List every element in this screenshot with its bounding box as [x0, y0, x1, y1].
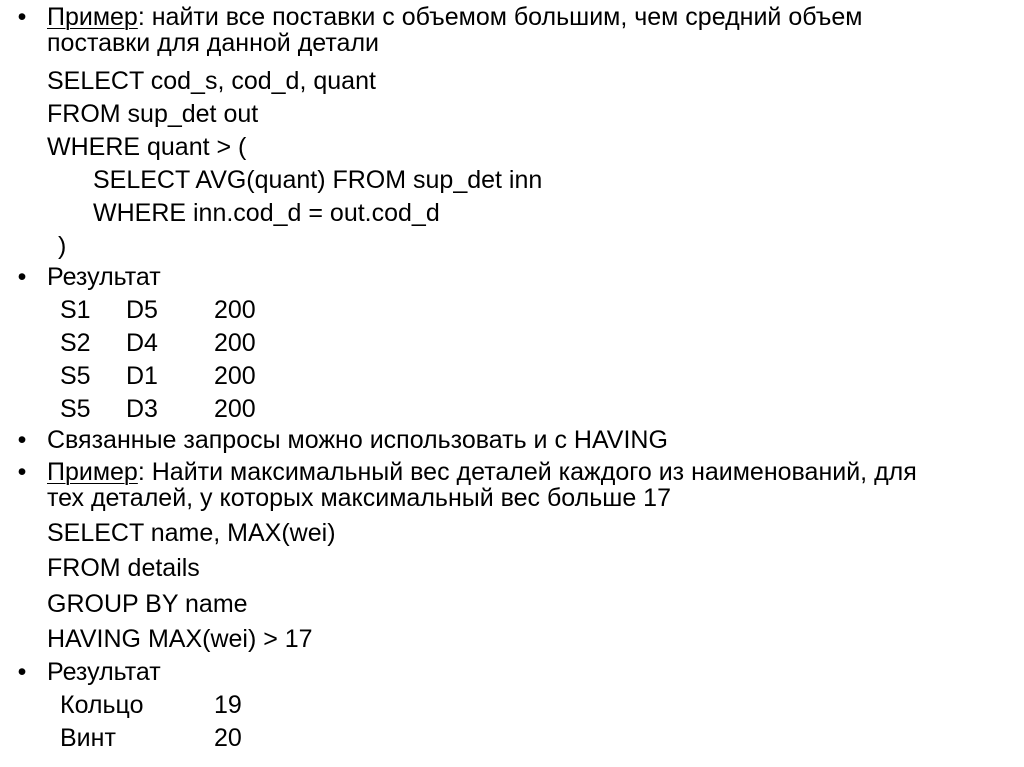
example2-text: : Найти максимальный вес деталей каждого из наименований, для [137, 458, 917, 486]
query2-line: FROM details [47, 554, 200, 582]
result2-row [60, 723, 280, 753]
example2-line2: тех деталей, у которых максимальный вес больше 17 [47, 484, 671, 512]
result1-cell: 200 [214, 296, 256, 324]
result1-cell: S1 [60, 296, 91, 324]
example1-text: : найти все поставки с объемом большим, чем средний объем [137, 3, 863, 31]
result2-cell: Кольцо [60, 691, 144, 719]
result1-cell: S5 [60, 362, 91, 390]
query1-line: FROM sup_det out [47, 100, 259, 128]
bullet-dot: • [17, 458, 27, 486]
result2-cell: 20 [214, 724, 242, 752]
result2-heading: Результат [47, 658, 161, 686]
example1-line2: поставки для данной детали [47, 29, 380, 57]
result1-cell: D3 [126, 395, 158, 423]
result1-row [60, 328, 280, 358]
query2-line: HAVING MAX(wei) > 17 [47, 625, 313, 653]
note-text: Связанные запросы можно использовать и с HAVING [47, 426, 668, 454]
result1-cell: S2 [60, 329, 91, 357]
query1-line: ) [58, 232, 67, 260]
result2-cell: 19 [214, 691, 242, 719]
query2-line: GROUP BY name [47, 590, 248, 618]
result1-row [60, 361, 280, 391]
bullet-dot: • [17, 3, 27, 31]
query1-line: SELECT AVG(quant) FROM sup_det inn [93, 166, 543, 194]
result1-cell: S5 [60, 395, 91, 423]
example1-label: Пример [47, 3, 138, 31]
result1-heading: Результат [47, 263, 161, 291]
result2-row [60, 690, 280, 720]
bullet-dot: • [17, 658, 27, 686]
query1-line: WHERE quant > ( [47, 133, 247, 161]
result2-cell: Винт [60, 724, 116, 752]
result1-row [60, 295, 280, 325]
result1-row [60, 394, 280, 424]
result1-cell: D4 [126, 329, 158, 357]
bullet-dot: • [17, 426, 27, 454]
query1-line: WHERE inn.cod_d = out.cod_d [93, 199, 440, 227]
query1-line: SELECT cod_s, cod_d, quant [47, 67, 376, 95]
result1-cell: D1 [126, 362, 158, 390]
query2-line: SELECT name, MAX(wei) [47, 519, 336, 547]
result1-cell: 200 [214, 329, 256, 357]
result1-cell: 200 [214, 395, 256, 423]
result1-cell: 200 [214, 362, 256, 390]
result1-cell: D5 [126, 296, 158, 324]
bullet-dot: • [17, 263, 27, 291]
example2-label: Пример [47, 458, 138, 486]
